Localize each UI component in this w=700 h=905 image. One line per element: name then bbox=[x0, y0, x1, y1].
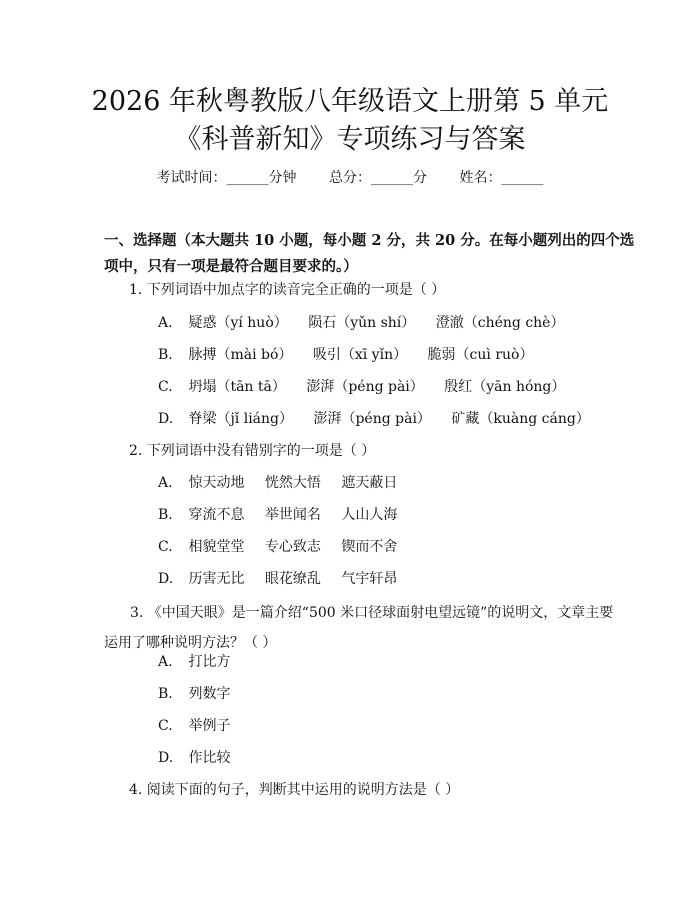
option-word: 遮天蔽日 bbox=[341, 475, 398, 491]
question-3-option-c bbox=[158, 716, 246, 736]
total-score-field: 总分：______分 bbox=[329, 170, 427, 186]
question-3-option-b bbox=[158, 684, 246, 704]
option-word: 脆弱（cuì ruò） bbox=[427, 347, 534, 363]
page-title: 2026 年秋粤教版八年级语文上册第 5 单元 bbox=[91, 86, 609, 117]
question-2: 2. 下列词语中没有错别字的一项是（ ） bbox=[129, 443, 376, 459]
option-word: 吸引（xī yǐn） bbox=[312, 347, 408, 363]
option-word: 眼花缭乱 bbox=[264, 571, 321, 587]
option-word: 殷红（yān hóng） bbox=[444, 379, 566, 395]
option-word: 矿藏（kuàng cáng） bbox=[451, 411, 590, 427]
option-word: 历害无比 bbox=[188, 571, 245, 587]
question-1-option-b bbox=[158, 345, 549, 365]
option-word: 惊天动地 bbox=[188, 475, 245, 491]
option-word: 澎湃（péng pài） bbox=[306, 379, 424, 395]
option-letter: B. bbox=[158, 347, 173, 363]
exam-info bbox=[0, 168, 700, 188]
section-header-choice: 一、选择题（本大题共 10 小题，每小题 2 分，共 20 分。在每小题列出的四个选项中，只有一项是最符合题目要求的。） bbox=[104, 232, 635, 275]
name-field: 姓名：______ bbox=[459, 170, 544, 186]
option-letter: A. bbox=[158, 475, 173, 491]
option-word: 坍塌（tān tā） bbox=[188, 379, 286, 395]
question-3-option-d bbox=[158, 748, 246, 768]
option-letter: A. bbox=[158, 654, 173, 670]
page-subtitle: 《科普新知》专项练习与答案 bbox=[174, 124, 526, 155]
option-word: 澎湃（péng pài） bbox=[313, 411, 431, 427]
option-letter: C. bbox=[158, 718, 173, 734]
question-2-option-b bbox=[158, 505, 413, 525]
question-2-option-c bbox=[158, 537, 413, 557]
question-3-option-a bbox=[158, 652, 246, 672]
question-3: 3. 《中国天眼》是一篇介绍“500 米口径球面射电望远镜”的说明文，文章主要运用了哪种说明方法？（ ） bbox=[104, 605, 614, 651]
option-word: 陨石（yǔn shí） bbox=[308, 315, 416, 331]
option-word: 举世闻名 bbox=[264, 507, 321, 523]
option-word: 作比较 bbox=[188, 750, 231, 766]
option-word: 穿流不息 bbox=[188, 507, 245, 523]
exam-time-field: 考试时间：______分钟 bbox=[156, 170, 297, 186]
question-2-option-a bbox=[158, 473, 413, 493]
option-word: 澄澈（chéng chè） bbox=[435, 315, 565, 331]
option-letter: D. bbox=[158, 411, 174, 427]
option-word: 锲而不舍 bbox=[341, 539, 398, 555]
option-word: 气宇轩昂 bbox=[341, 571, 398, 587]
option-word: 列数字 bbox=[188, 686, 231, 702]
option-letter: C. bbox=[158, 379, 173, 395]
option-word: 相貌堂堂 bbox=[188, 539, 245, 555]
option-word: 脉搏（mài bó） bbox=[188, 347, 293, 363]
option-letter: B. bbox=[158, 686, 173, 702]
option-letter: C. bbox=[158, 539, 173, 555]
question-1-option-c bbox=[158, 377, 581, 397]
question-1-option-d bbox=[158, 409, 606, 429]
option-word: 人山人海 bbox=[341, 507, 398, 523]
question-1: 1. 下列词语中加点字的读音完全正确的一项是（ ） bbox=[129, 282, 446, 298]
option-word: 恍然大悟 bbox=[264, 475, 321, 491]
question-4: 4. 阅读下面的句子，判断其中运用的说明方法是（ ） bbox=[129, 782, 460, 798]
option-word: 打比方 bbox=[188, 654, 231, 670]
option-letter: B. bbox=[158, 507, 173, 523]
option-letter: A. bbox=[158, 315, 173, 331]
option-letter: D. bbox=[158, 750, 174, 766]
question-1-option-a bbox=[158, 313, 580, 333]
question-2-option-d bbox=[158, 569, 413, 589]
option-word: 疑惑（yí huò） bbox=[188, 315, 288, 331]
option-word: 专心致志 bbox=[264, 539, 321, 555]
option-letter: D. bbox=[158, 571, 174, 587]
option-word: 举例子 bbox=[188, 718, 231, 734]
option-word: 脊梁（jǐ liáng） bbox=[188, 411, 294, 427]
